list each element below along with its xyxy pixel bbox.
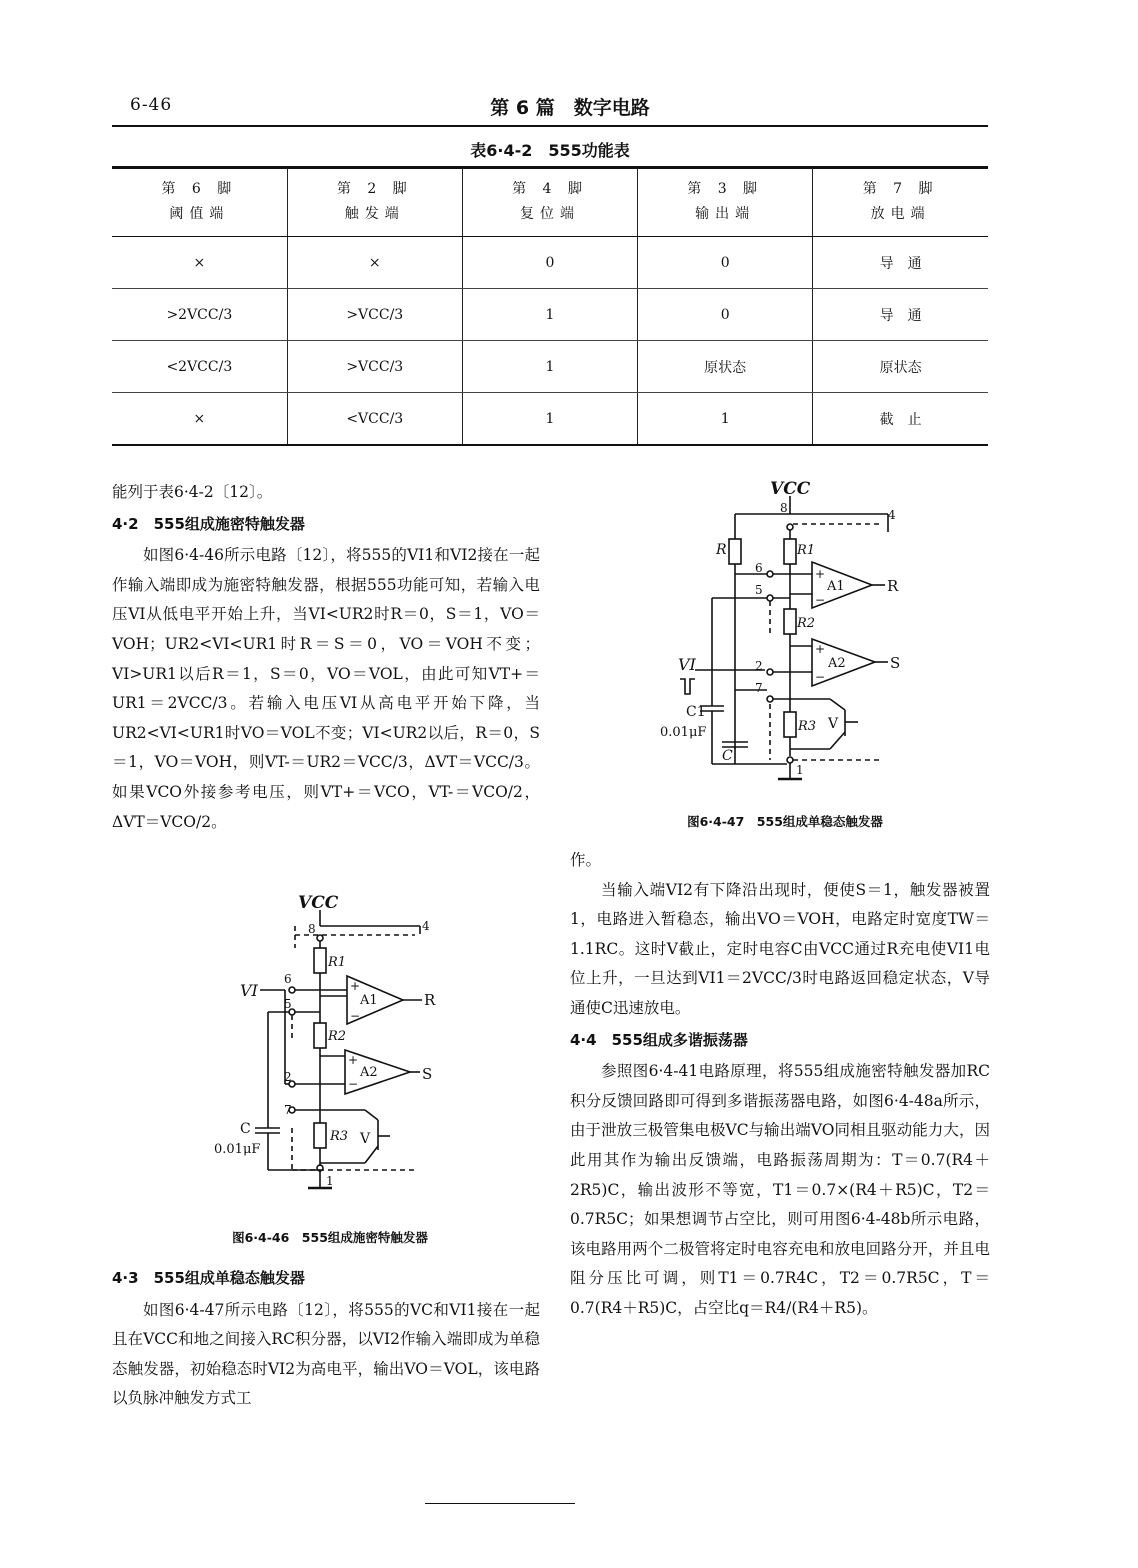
vi-label: VI [678, 655, 696, 674]
a1-plus: + [350, 979, 361, 993]
paragraph: 参照图6·4-41电路原理，将555组成施密特触发器加RC积分反馈回路即可得到多谐振荡器电路，如图6·4-48a所示，由于泄放三极管集电极VC与输出端VO同相且驱动能力大，因此用其作为输出反馈端，电路振荡周期为：T＝0.7(R4＋2R5)C，输出波形不等宽，T1＝0.7×(R4＋R5)C，T2＝0.7R5C；如果想调节占空比，则可用图6·4-48b所示电路，该电路用两个二极管将定时电容充电和放电回路分开，并且电阻分压比可调，则T1＝0.7R4C，T2＝0.7R5C，T＝0.7(R4＋R5)C，占空比q＝R4/(R4＋R5)。 [570, 1062, 990, 1317]
pin-5-label: 5 [284, 997, 292, 1011]
table-cell: 导 通 [813, 237, 988, 289]
a1-minus: − [350, 1009, 361, 1023]
table-cell: × [112, 393, 287, 446]
right-column [570, 846, 990, 1324]
r1-label: R1 [797, 543, 816, 558]
paragraph: 如图6·4-47所示电路〔12〕，将555的VC和VI1接在一起且在VCC和地之间接入RC积分器，以VI2作输入端即成为单稳态触发器，初始稳态时VI2为高电平，输出VO＝VOL，该电路以负脉冲触发方式工 [112, 1300, 540, 1408]
table-cell: 0 [462, 237, 637, 289]
table-cell: <VCC/3 [287, 393, 462, 446]
v-label: V [360, 1131, 371, 1147]
a1-plus: + [815, 567, 826, 581]
r3-label: R3 [330, 1129, 349, 1144]
col-header: 第 4 脚 复位端 [462, 168, 637, 237]
c-label: C [240, 1121, 251, 1137]
pin-8-label: 8 [308, 922, 316, 936]
pin-5-label: 5 [755, 583, 763, 597]
a2-label: A2 [828, 656, 846, 671]
a2-plus: + [815, 642, 826, 656]
a2-minus: − [348, 1077, 359, 1091]
table-cell: 1 [462, 393, 637, 446]
section-heading: 4·4 555组成多谐振荡器 [570, 1030, 748, 1049]
chapter-title: 第 6 篇 数字电路 [490, 97, 650, 119]
table-cell: × [287, 237, 462, 289]
table-row [112, 289, 988, 341]
table-cell: 截 止 [813, 393, 988, 446]
table-cell: >VCC/3 [287, 341, 462, 393]
paragraph: 当输入端VI2有下降沿出现时，便使S＝1，触发器被置1，电路进入暂稳态，输出VO＝VOH，电路定时宽度TW＝1.1RC。这时V截止，定时电容C由VCC通过R充电使VI1电位上升，一旦达到VI1＝2VCC/3时电路返回稳定状态，V导通使C迅速放电。 [570, 880, 990, 1017]
table-cell: 0 [638, 237, 813, 289]
col-header: 第 2 脚 触发端 [287, 168, 462, 237]
vi-label: VI [240, 981, 258, 1000]
c-value-label: 0.01μF [660, 725, 707, 740]
a1-label: A1 [360, 993, 378, 1008]
table-cell: 1 [462, 289, 637, 341]
r2-label: R2 [797, 616, 816, 631]
a2-plus: + [348, 1053, 359, 1067]
figure-6-4-47-caption: 图6·4-47 555组成单稳态触发器 [687, 814, 883, 829]
c-label: C [722, 748, 733, 764]
table-cell: 原状态 [638, 341, 813, 393]
r2-label: R2 [328, 1029, 347, 1044]
pin-4-label: 4 [422, 919, 430, 933]
figure-6-4-47-circuit [660, 474, 940, 796]
col-header: 第 6 脚 阈值端 [112, 168, 287, 237]
vcc-label: VCC [770, 479, 811, 499]
table-cell: × [112, 237, 287, 289]
table-cell: >2VCC/3 [112, 289, 287, 341]
pin-1-label: 1 [326, 1174, 334, 1188]
a2-minus: − [815, 670, 826, 684]
pin-4-label: 4 [888, 508, 896, 522]
table-cell: <2VCC/3 [112, 341, 287, 393]
function-table [112, 168, 988, 446]
pin-6-label: 6 [755, 561, 763, 575]
table-cell: 1 [638, 393, 813, 446]
table-cell: 0 [638, 289, 813, 341]
pin-1-label: 1 [796, 763, 804, 777]
pin-7-label: 7 [755, 681, 763, 695]
table-cell: 1 [462, 341, 637, 393]
a1-label: A1 [827, 579, 845, 594]
table-row [112, 393, 988, 446]
pin-6-label: 6 [284, 972, 292, 986]
output-r-label: R [424, 991, 436, 1009]
v-label: V [828, 716, 839, 732]
footer-rule [425, 1503, 575, 1504]
r3-label: R3 [798, 719, 817, 734]
paragraph: 作。 [570, 851, 602, 869]
header-rule [112, 125, 988, 127]
col-header: 第 7 脚 放电端 [813, 168, 988, 237]
page-number: 6-46 [130, 95, 173, 115]
table-header-row [112, 168, 988, 237]
table-row [112, 341, 988, 393]
pin-2-label: 2 [284, 1070, 292, 1084]
a2-label: A2 [360, 1065, 378, 1080]
pin-8-label: 8 [780, 501, 788, 515]
r-label: R [716, 542, 727, 558]
pin-2-label: 2 [755, 659, 763, 673]
left-column-lower [112, 1262, 540, 1414]
left-column-upper [112, 478, 540, 837]
c1-label: C1 [686, 704, 706, 720]
r1-label: R1 [328, 955, 347, 970]
table-cell: 导 通 [813, 289, 988, 341]
col-header: 第 3 脚 输出端 [638, 168, 813, 237]
vcc-label: VCC [298, 893, 339, 913]
output-s-label: S [890, 654, 901, 672]
paragraph: 如图6·4-46所示电路〔12〕，将555的VI1和VI2接在一起作输入端即成为施密特触发器，根据555功能可知，若输入电压VI从低电平开始上升，当VI<UR2时R＝0，S＝1，VO＝VOH；UR2<VI<UR1时R＝S＝0，VO＝VOH不变；VI>UR1以后R＝1，S＝0，VO＝VOL，由此可知VT+＝UR1＝2VCC/3。若输入电压VI从高电平开始下降，当UR2<VI<UR1时VO＝VOL不变；VI<UR2以后，R＝0，S＝1，VO＝VOH，则VT-＝UR2＝VCC/3，ΔVT＝VCC/3。如果VCO外接参考电压，则VT+＝VCO，VT-＝VCO/2，ΔVT＝VCO/2。 [112, 546, 540, 831]
pin-7-label: 7 [284, 1103, 292, 1117]
paragraph: 能列于表6·4-2〔12〕。 [112, 483, 273, 501]
figure-6-4-46-circuit [200, 888, 490, 1210]
output-s-label: S [422, 1065, 433, 1083]
a1-minus: − [815, 593, 826, 607]
table-row [112, 237, 988, 289]
section-heading: 4·3 555组成单稳态触发器 [112, 1269, 305, 1287]
section-heading: 4·2 555组成施密特触发器 [112, 514, 305, 533]
table-caption: 表6·4-2 555功能表 [470, 141, 630, 160]
output-r-label: R [887, 577, 899, 595]
table-cell: >VCC/3 [287, 289, 462, 341]
table-cell: 原状态 [813, 341, 988, 393]
figure-6-4-46-caption: 图6·4-46 555组成施密特触发器 [232, 1230, 428, 1245]
c-value-label: 0.01μF [214, 1142, 261, 1157]
